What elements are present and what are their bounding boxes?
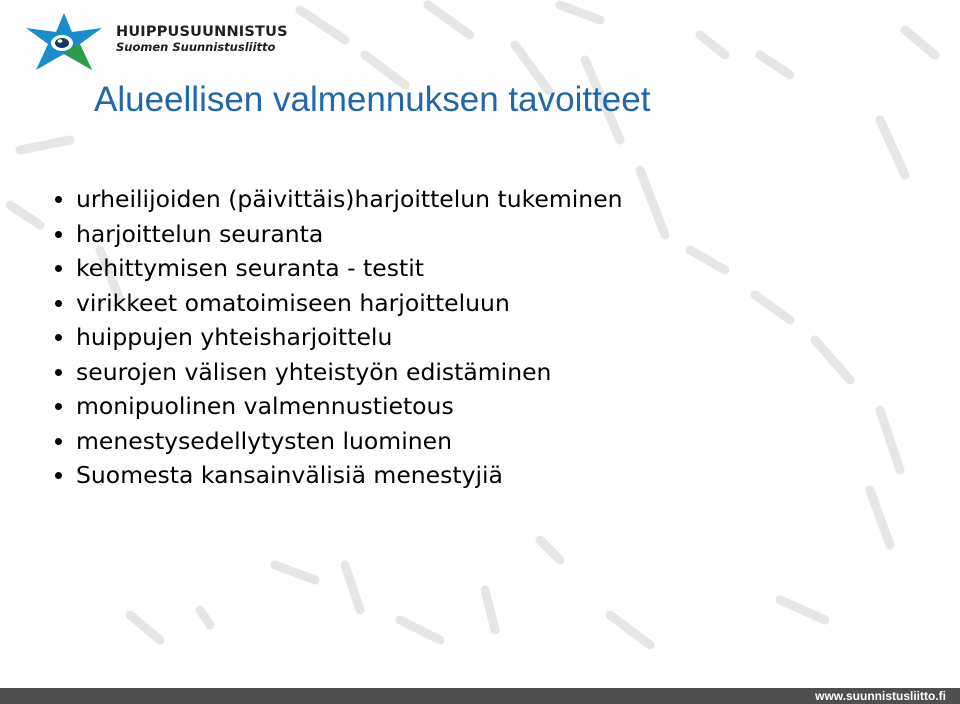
bullet-dot-icon — [55, 231, 62, 238]
brand-subtitle: Suomen Suunnistusliitto — [116, 39, 276, 54]
bullet-list — [52, 182, 623, 493]
bullet-item — [52, 355, 623, 390]
bullet-item — [52, 286, 623, 321]
bullet-item — [52, 458, 623, 493]
footer-url-link[interactable]: www.suunnistusliitto.fi — [815, 689, 946, 703]
bullet-text: harjoittelun seuranta — [76, 219, 324, 248]
bullet-text: monipuolinen valmennustietous — [76, 392, 454, 420]
bullet-item — [52, 217, 623, 252]
bullet-item — [52, 182, 623, 217]
bullet-dot-icon — [55, 196, 62, 203]
bullet-dot-icon — [55, 472, 62, 479]
bullet-item — [52, 389, 623, 424]
brand-block — [116, 24, 288, 54]
star-orienteering-logo-icon — [22, 10, 106, 74]
slide-title: Alueellisen valmennuksen tavoitteet — [94, 80, 651, 119]
footer-bar — [0, 688, 960, 704]
brand-name: HUIPPUSUUNNISTUS — [116, 24, 288, 40]
bullet-text: urheilijoiden (päivittäis)harjoittelun tukeminen — [76, 185, 623, 213]
bullet-text: virikkeet omatoimiseen harjoitteluun — [76, 288, 510, 317]
bullet-item — [52, 320, 623, 355]
bullet-text: seurojen välisen yhteistyön edistäminen — [76, 357, 552, 386]
bullet-dot-icon — [55, 265, 62, 272]
bullet-item — [52, 251, 623, 286]
bullet-dot-icon — [55, 334, 62, 341]
bullet-text: huippujen yhteisharjoittelu — [76, 323, 393, 351]
bullet-dot-icon — [55, 403, 62, 410]
bullet-text: kehittymisen seuranta - testit — [76, 254, 424, 282]
bullet-dot-icon — [55, 369, 62, 376]
bullet-item — [52, 424, 623, 459]
bullet-dot-icon — [55, 438, 62, 445]
bullet-text: Suomesta kansainvälisiä menestyjiä — [76, 461, 503, 489]
bullet-dot-icon — [55, 300, 62, 307]
bullet-text: menestysedellytysten luominen — [76, 426, 452, 455]
